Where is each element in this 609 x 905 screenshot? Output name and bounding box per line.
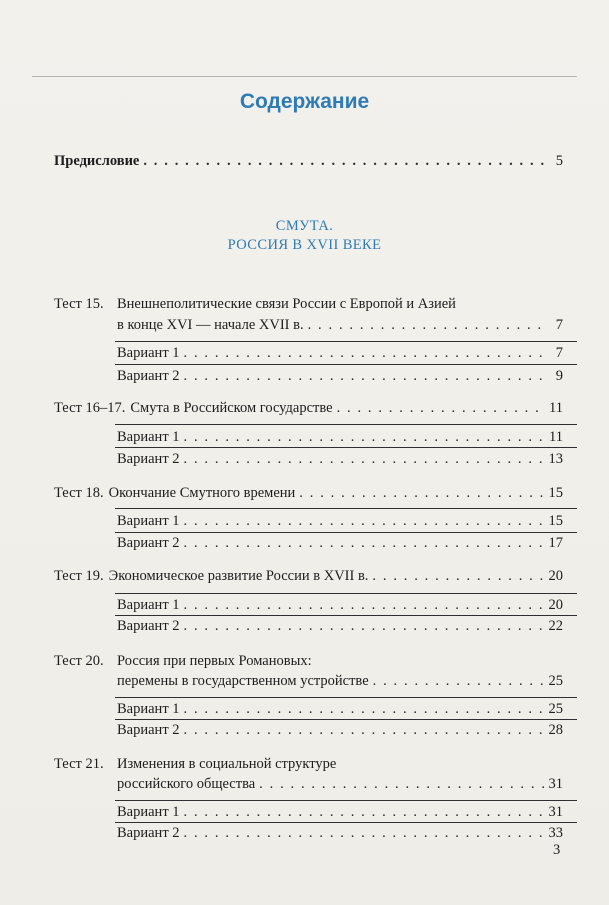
variant-label: Вариант 2 xyxy=(117,535,180,551)
toc-page-number: 31 xyxy=(548,776,563,792)
divider xyxy=(115,532,577,533)
toc-page-number: 9 xyxy=(555,368,563,384)
toc-entry-variant[interactable] xyxy=(117,618,563,635)
toc-page-number: 11 xyxy=(549,400,563,416)
leader-dots xyxy=(184,513,545,530)
toc-entry-variant[interactable] xyxy=(117,535,563,552)
leader-dots xyxy=(184,701,545,718)
toc-page-number: 7 xyxy=(555,317,563,333)
divider xyxy=(115,364,577,365)
leader-dots xyxy=(373,673,545,690)
leader-dots xyxy=(308,317,545,334)
toc-entry-variant[interactable] xyxy=(117,825,563,842)
divider xyxy=(115,447,577,448)
leader-dots xyxy=(372,568,544,585)
test-label: Тест 19. xyxy=(54,568,104,584)
page-title: Содержание xyxy=(239,90,370,113)
toc-entry-variant[interactable] xyxy=(117,368,563,385)
toc-page-number: 33 xyxy=(548,825,563,841)
toc-page-number: 15 xyxy=(548,513,563,529)
leader-dots xyxy=(184,368,545,385)
test-title-line2: российского общества xyxy=(117,776,256,792)
test-label: Тест 16–17. xyxy=(54,400,126,416)
toc-entry-variant[interactable] xyxy=(117,513,563,530)
leader-dots xyxy=(184,535,545,552)
toc-entry-variant[interactable] xyxy=(117,804,563,821)
test-label: Тест 15. xyxy=(54,296,104,312)
toc-page-number: 11 xyxy=(549,429,563,445)
toc-page-number: 13 xyxy=(548,451,563,467)
toc-page-number: 7 xyxy=(555,345,563,361)
divider xyxy=(115,719,577,720)
toc-entry-variant[interactable] xyxy=(117,451,563,468)
leader-dots xyxy=(299,485,544,502)
variant-label: Вариант 2 xyxy=(117,368,180,384)
leader-dots xyxy=(259,776,544,793)
toc-entry-variant[interactable] xyxy=(117,597,563,614)
header-rule xyxy=(32,76,577,77)
leader-dots xyxy=(184,722,545,739)
variant-label: Вариант 2 xyxy=(117,451,180,467)
page-number: 3 xyxy=(553,842,561,858)
divider xyxy=(115,615,577,616)
toc-entry-test-18[interactable] xyxy=(54,485,563,502)
toc-entry-test-21[interactable] xyxy=(117,776,563,793)
toc-entry-variant[interactable] xyxy=(117,701,563,718)
variant-label: Вариант 2 xyxy=(117,825,180,841)
toc-page-number: 28 xyxy=(548,722,563,738)
toc-entry-test-16-17[interactable] xyxy=(54,400,563,417)
divider xyxy=(115,341,577,342)
toc-page-number: 20 xyxy=(548,597,563,613)
variant-label: Вариант 1 xyxy=(117,345,180,361)
toc-entry-preface[interactable] xyxy=(54,153,563,170)
toc-entry-variant[interactable] xyxy=(117,429,563,446)
divider xyxy=(115,508,577,509)
test-label: Тест 20. xyxy=(54,653,104,669)
toc-page-number: 22 xyxy=(548,618,563,634)
toc-entry-test-15[interactable] xyxy=(117,317,563,334)
variant-label: Вариант 1 xyxy=(117,513,180,529)
divider xyxy=(115,800,577,801)
test-title-line1: Внешнеполитические связи России с Европой и Азией xyxy=(117,296,456,312)
test-title-line2: в конце XVI — начале XVII в. xyxy=(117,317,304,333)
section-heading-line1: СМУТА. xyxy=(275,218,334,234)
leader-dots xyxy=(184,804,545,821)
variant-label: Вариант 1 xyxy=(117,804,180,820)
toc-page-number: 17 xyxy=(548,535,563,551)
divider xyxy=(115,697,577,698)
divider xyxy=(115,424,577,425)
variant-label: Вариант 2 xyxy=(117,618,180,634)
toc-entry-variant[interactable] xyxy=(117,722,563,739)
test-title: Экономическое развитие России в XVII в. xyxy=(108,568,369,584)
divider xyxy=(115,822,577,823)
test-title: Смута в Российском государстве xyxy=(130,400,333,416)
toc-page-number: 31 xyxy=(548,804,563,820)
toc-entry-variant[interactable] xyxy=(117,345,563,362)
test-title: Окончание Смутного времени xyxy=(108,485,296,501)
test-label: Тест 18. xyxy=(54,485,104,501)
toc-entry-test-19[interactable] xyxy=(54,568,563,585)
variant-label: Вариант 2 xyxy=(117,722,180,738)
toc-page-number: 5 xyxy=(555,153,563,169)
leader-dots xyxy=(184,429,545,446)
toc-entry-label: Предисловие xyxy=(54,153,140,169)
section-heading-line2: РОССИЯ В XVII ВЕКЕ xyxy=(227,237,382,253)
divider xyxy=(115,593,577,594)
leader-dots xyxy=(143,153,545,170)
leader-dots xyxy=(184,345,545,362)
test-label: Тест 21. xyxy=(54,756,104,772)
toc-page-number: 20 xyxy=(548,568,563,584)
variant-label: Вариант 1 xyxy=(117,701,180,717)
test-title-line1: Изменения в социальной структуре xyxy=(117,756,337,772)
leader-dots xyxy=(184,825,545,842)
toc-page-number: 15 xyxy=(548,485,563,501)
toc-page-number: 25 xyxy=(548,673,563,689)
test-title-line1: Россия при первых Романовых: xyxy=(117,653,312,669)
variant-label: Вариант 1 xyxy=(117,597,180,613)
leader-dots xyxy=(184,451,545,468)
variant-label: Вариант 1 xyxy=(117,429,180,445)
test-title-line2: перемены в государственном устройстве xyxy=(117,673,369,689)
leader-dots xyxy=(337,400,545,417)
leader-dots xyxy=(184,597,545,614)
toc-page-number: 25 xyxy=(548,701,563,717)
toc-entry-test-20[interactable] xyxy=(117,673,563,690)
leader-dots xyxy=(184,618,545,635)
